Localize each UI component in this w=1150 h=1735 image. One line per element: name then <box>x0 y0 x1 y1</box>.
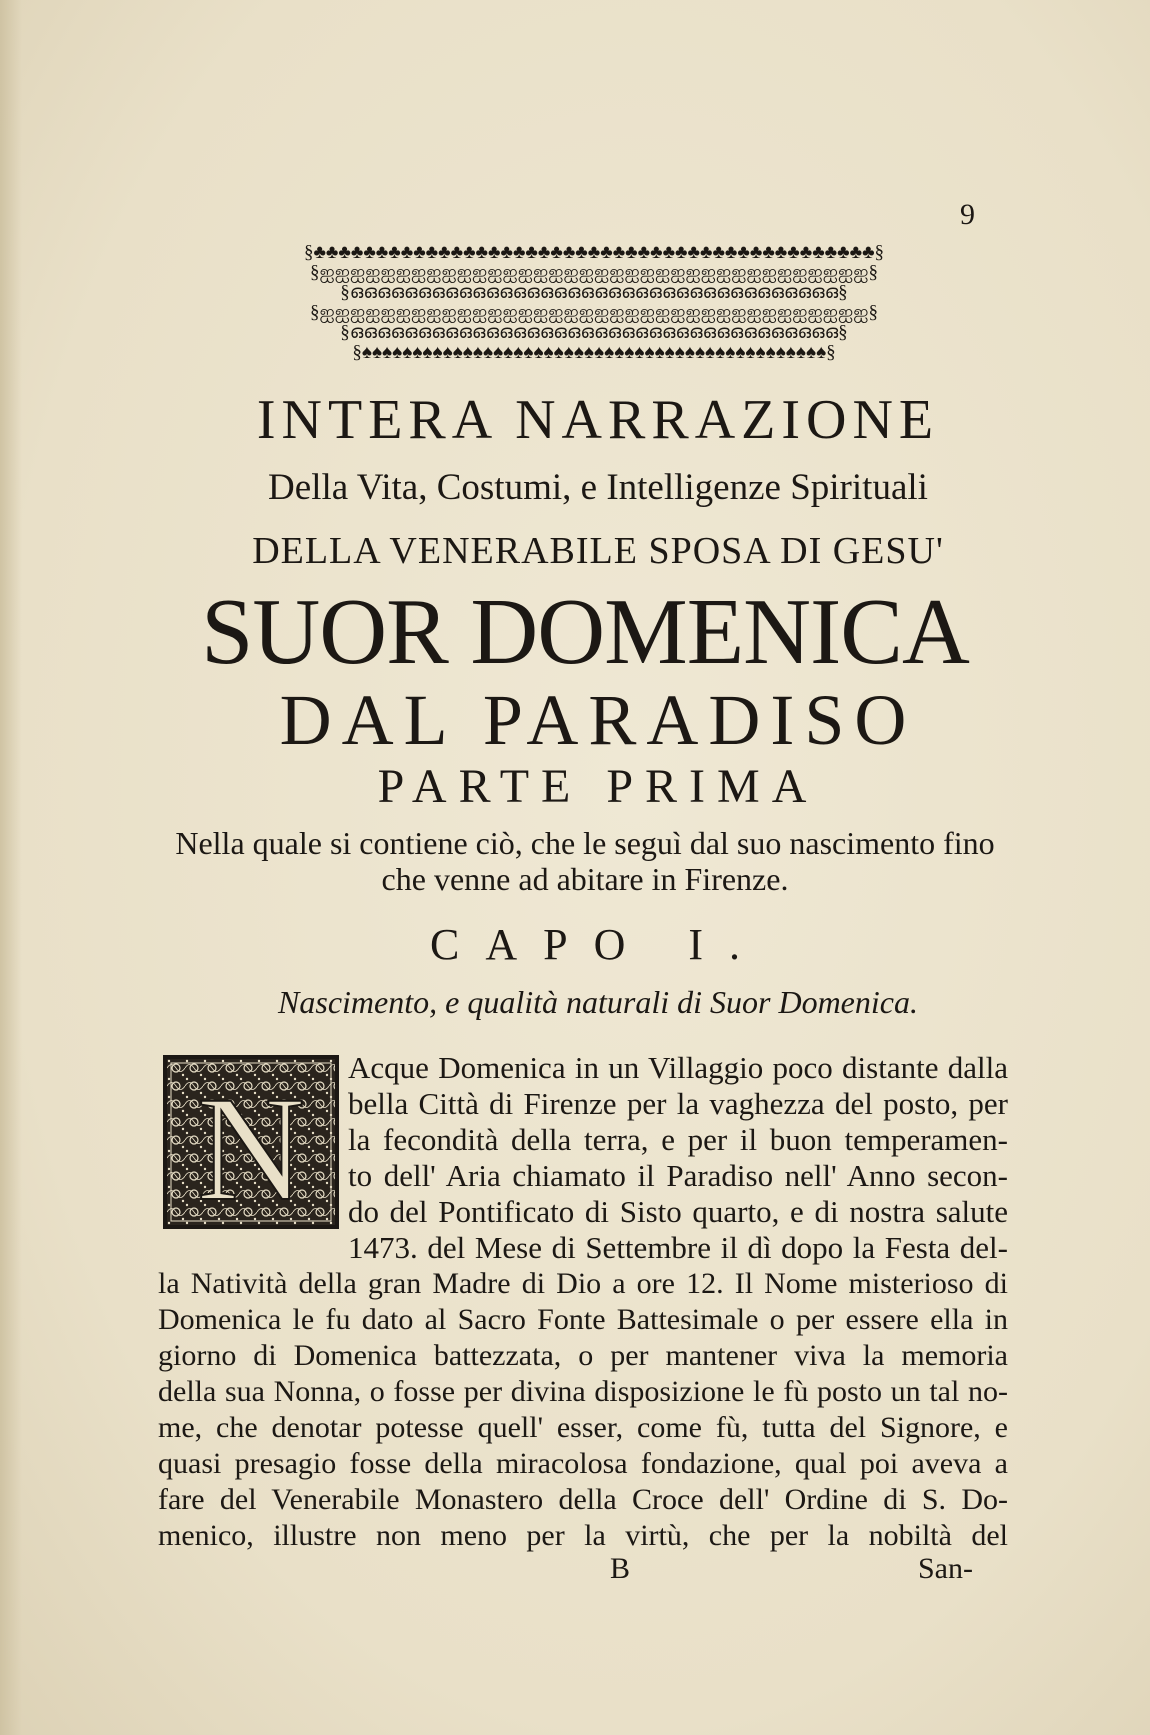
part-description-1: Nella quale si contiene ciò, che le seguì dal suo nascimento fino <box>175 825 995 861</box>
body-line: della sua Nonna, o fosse per divina disposizione le fù posto un tal no- <box>158 1375 1008 1408</box>
title-line-5: DAL PARADISO <box>279 680 917 760</box>
title-line-2: Della Vita, Costumi, e Intelligenze Spirituali <box>268 467 928 508</box>
body-line: to dell' Aria chiamato il Paradiso nell' Anno secon- <box>348 1158 1008 1193</box>
body-line: la fecondità della terra, e per il buon temperamen- <box>348 1122 1008 1157</box>
body-line: la Natività della gran Madre di Dio a ore 12. Il Nome misterioso di <box>158 1267 1008 1300</box>
signature-mark: B <box>610 1552 631 1585</box>
decorated-initial-artwork <box>167 1059 335 1225</box>
decorated-initial <box>163 1055 339 1229</box>
page-number: 9 <box>960 198 975 231</box>
part-heading: PARTE PRIMA <box>377 760 819 813</box>
part-description-2: che venne ad abitare in Firenze. <box>381 861 789 897</box>
ornamental-headpiece: §♣♣♣♣♣♣♣♣♣♣♣♣♣♣♣♣♣♣♣♣♣♣♣♣♣♣♣♣♣♣♣♣♣♣♣♣♣♣♣♣♣♣♣♣♣§ §ஐஐஐஐஐஐஐஐஐஐஐஐஐஐஐஐஐஐஐஐஐஐஐஐஐஐஐஐஐஐஐஐஐஐஐஐ§ §ഒഒഒഒഒഒഒഒഒഒഒഒഒഒഒഒഒഒഒഒഒഒഒഒഒഒഒഒഒഒഒഒഒഒഒഒ§ §ஐஐஐஐஐஐஐஐஐஐஐஐஐஐஐஐஐஐஐஐஐஐஐஐஐஐஐஐஐஐஐஐஐஐஐஐ§ §ഒഒഒഒഒഒഒഒഒഒഒഒഒഒഒഒഒഒഒഒഒഒഒഒഒഒഒഒഒഒഒഒഒഒഒഒ§ §♠♠♠♠♠♠♠♠♠♠♠♠♠♠♠♠♠♠♠♠♠♠♠♠♠♠♠♠♠♠♠♠♠♠♠♠♠♠♠♠♠♠♠♠♠♠§ <box>303 243 885 363</box>
chapter-subtitle: Nascimento, e qualità naturali di Suor Domenica. <box>278 984 918 1020</box>
title-line-4: SUOR DOMENICA <box>201 580 969 684</box>
body-line: Domenica le fu dato al Sacro Fonte Battesimale o per essere ella in <box>158 1303 1008 1336</box>
body-line: 1473. del Mese di Settembre il dì dopo la Festa del- <box>348 1230 1008 1265</box>
title-line-1: INTERA NARRAZIONE <box>256 389 940 451</box>
body-line: do del Pontificato di Sisto quarto, e di nostra salute <box>348 1194 1008 1229</box>
body-line: bella Città di Firenze per la vaghezza del posto, per <box>348 1086 1008 1121</box>
body-line: quasi presagio fosse della miracolosa fondazione, qual poi aveva a <box>158 1447 1008 1480</box>
chapter-heading: CAPO I. <box>429 920 767 969</box>
body-line: me, che denotar potesse quell' esser, come fù, tutta del Signore, e <box>158 1411 1008 1444</box>
catchword: San- <box>918 1552 973 1585</box>
body-line: giorno di Domenica battezzata, o per mantener viva la memoria <box>158 1339 1008 1372</box>
drop-cap-letter: N <box>196 1066 306 1225</box>
page-spine-shadow <box>0 0 22 1735</box>
title-line-3: DELLA VENERABILE SPOSA DI GESU' <box>252 530 944 572</box>
body-line: Acque Domenica in un Villaggio poco distante dalla <box>348 1050 1008 1085</box>
body-line: fare del Venerabile Monastero della Croce dell' Ordine di S. Do- <box>158 1483 1008 1516</box>
body-line: menico, illustre non meno per la virtù, che per la nobiltà del <box>158 1519 1008 1552</box>
